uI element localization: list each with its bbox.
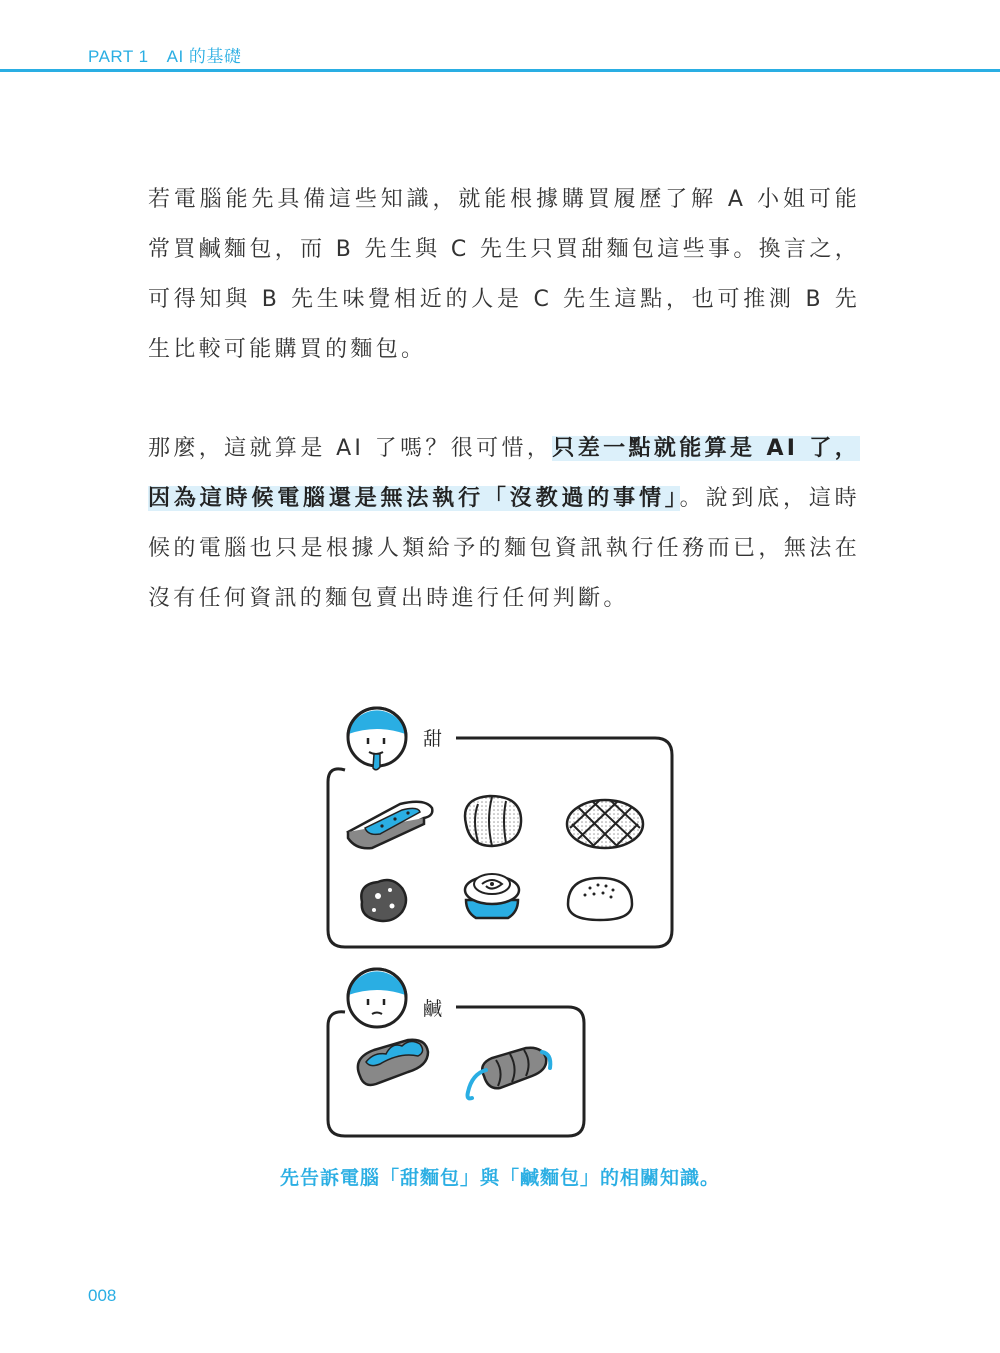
body-paragraph-2: [148, 424, 860, 624]
melon-pan-icon: [567, 800, 643, 848]
twisted-bread-icon: [468, 1048, 551, 1099]
sesame-bun-icon: [568, 878, 632, 920]
header-rule: [0, 69, 1000, 72]
page-number: 008: [88, 1286, 117, 1305]
figure-caption: 先告訴電腦「甜麵包」與「鹹麵包」的相關知識。: [279, 1167, 720, 1189]
hotdog-bun-icon: [358, 1040, 428, 1085]
chapter-title: AI 的基礎: [166, 47, 242, 66]
cinnamon-roll-icon: [465, 874, 519, 918]
sweet-label: 甜: [423, 728, 443, 750]
body-paragraph-1: 若電腦能先具備這些知識，就能根據購買履歷了解 A 小姐可能常買鹹麵包，而 B 先生與 C 先生只買甜麵包這些事。換言之，可得知與 B 先生味覺相近的人是 C 先生這點，也可推測 B 先生比較可能購買的麵包。: [148, 187, 860, 362]
bread-illustration: [320, 700, 690, 1150]
running-header: [88, 42, 241, 67]
salty-face-icon: [348, 969, 406, 1027]
sweet-face-icon: [348, 708, 406, 770]
highlighted-text: 只差一點就能算是 AI 了，因為這時候電腦還是無法執行「沒教過的事情」: [148, 436, 860, 511]
cookie-icon: [361, 880, 406, 921]
toast-with-jam-icon: [348, 802, 432, 849]
paragraph-2-intro: 那麼，這就算是 AI 了嗎？很可惜，: [148, 436, 553, 461]
salty-label: 鹹: [423, 998, 443, 1020]
illustration-svg: [320, 700, 690, 1150]
page-header: [0, 0, 1000, 72]
paragraph-2-rest: 。說到底，這時候的電腦也只是根據人類給予的麵包資訊執行任務而已，無法在沒有任何資訊的麵包賣出時進行任何判斷。: [148, 486, 860, 611]
shell-bun-icon: [465, 796, 521, 846]
part-label: PART 1: [88, 47, 149, 66]
